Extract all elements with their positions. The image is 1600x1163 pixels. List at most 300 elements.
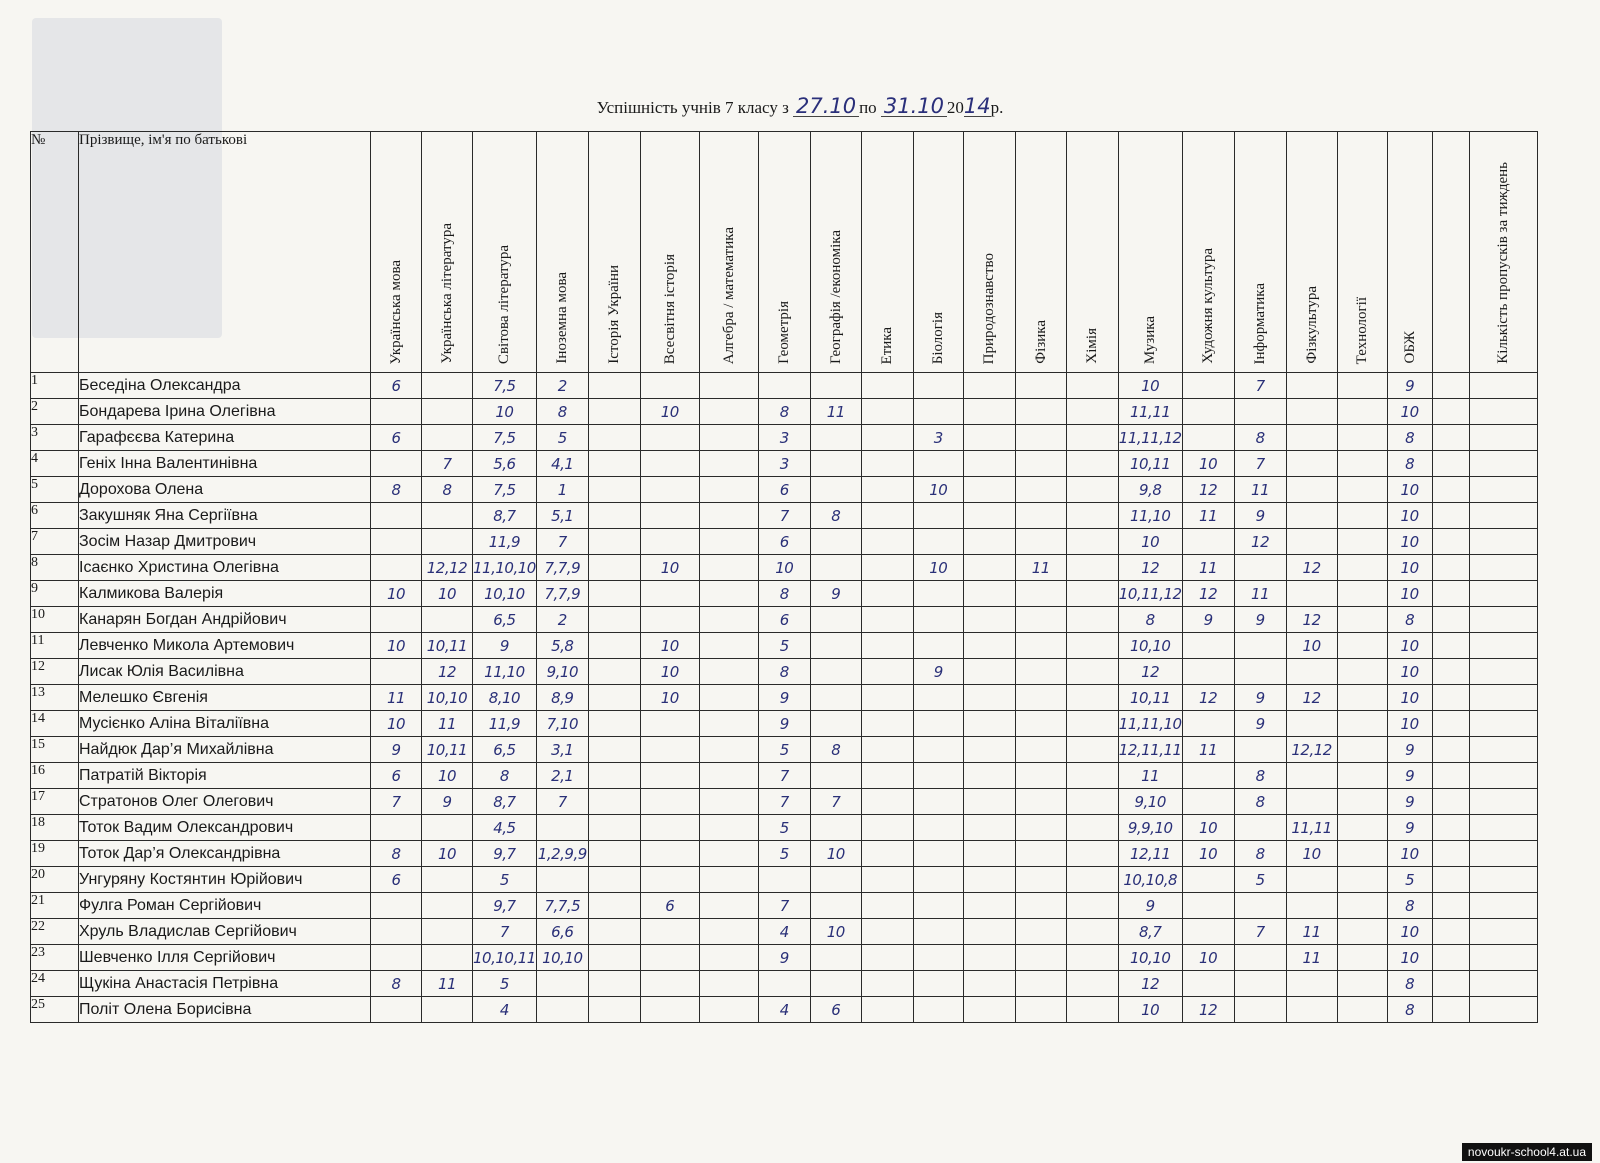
table-row bbox=[31, 503, 1538, 529]
grade-cell bbox=[913, 685, 963, 711]
grade-cell: 10 bbox=[473, 399, 537, 425]
grade-cell bbox=[1015, 919, 1066, 945]
grade-cell bbox=[1182, 893, 1234, 919]
grade-cell bbox=[1432, 763, 1469, 789]
grade-cell: 10 bbox=[371, 581, 422, 607]
grade-cell bbox=[1066, 451, 1118, 477]
grade-cell bbox=[699, 763, 758, 789]
table-row bbox=[31, 945, 1538, 971]
grade-cell bbox=[1286, 503, 1337, 529]
name-header: Прізвище, ім'я по батькові bbox=[79, 132, 371, 373]
grade-cell: 8 bbox=[1387, 997, 1432, 1023]
grade-cell bbox=[640, 477, 699, 503]
grade-cell: 12 bbox=[1234, 529, 1286, 555]
grade-cell: 9,10 bbox=[1118, 789, 1182, 815]
grade-cell bbox=[1469, 945, 1537, 971]
table-row bbox=[31, 867, 1538, 893]
grade-cell bbox=[422, 529, 473, 555]
grade-cell: 12 bbox=[1118, 555, 1182, 581]
grade-cell bbox=[640, 867, 699, 893]
grade-cell bbox=[963, 867, 1015, 893]
grade-cell bbox=[1015, 971, 1066, 997]
table-row bbox=[31, 607, 1538, 633]
grade-cell bbox=[1432, 815, 1469, 841]
grade-cell: 6 bbox=[758, 477, 810, 503]
student-name: Закушняк Яна Сергіївна bbox=[79, 503, 371, 529]
grade-cell bbox=[963, 763, 1015, 789]
grade-cell bbox=[963, 737, 1015, 763]
student-name: Беседіна Олександра bbox=[79, 373, 371, 399]
grade-cell bbox=[1182, 659, 1234, 685]
grade-cell: 10 bbox=[1387, 659, 1432, 685]
subject-label: Етика bbox=[879, 326, 896, 364]
grade-cell bbox=[371, 893, 422, 919]
grade-cell bbox=[963, 711, 1015, 737]
subject-header bbox=[963, 132, 1015, 373]
grade-cell bbox=[1182, 633, 1234, 659]
row-number: 25 bbox=[31, 997, 79, 1023]
grade-cell bbox=[1182, 867, 1234, 893]
grade-cell: 8,9 bbox=[536, 685, 588, 711]
grade-cell bbox=[1066, 659, 1118, 685]
grade-cell bbox=[588, 711, 640, 737]
subject-label: Фізкультура bbox=[1303, 286, 1320, 364]
subject-label: Географія /економіка bbox=[827, 229, 844, 364]
grade-cell bbox=[1337, 737, 1387, 763]
grade-cell: 10,10 bbox=[422, 685, 473, 711]
grade-cell bbox=[1286, 867, 1337, 893]
grade-cell bbox=[1066, 633, 1118, 659]
grade-cell bbox=[913, 373, 963, 399]
grade-cell bbox=[913, 945, 963, 971]
grade-cell bbox=[1432, 503, 1469, 529]
subject-header bbox=[640, 132, 699, 373]
grade-cell: 8 bbox=[810, 503, 861, 529]
grade-cell: 8 bbox=[1387, 971, 1432, 997]
grade-cell bbox=[861, 893, 913, 919]
subject-header bbox=[1118, 132, 1182, 373]
grade-cell: 5 bbox=[758, 841, 810, 867]
grade-cell: 6 bbox=[371, 373, 422, 399]
grade-cell: 7 bbox=[758, 763, 810, 789]
grade-cell bbox=[963, 815, 1015, 841]
grade-cell bbox=[861, 451, 913, 477]
student-name: Канарян Богдан Андрійович bbox=[79, 607, 371, 633]
grade-cell bbox=[1337, 555, 1387, 581]
grade-cell bbox=[963, 399, 1015, 425]
grade-cell: 12 bbox=[422, 659, 473, 685]
grade-cell bbox=[640, 945, 699, 971]
row-number: 1 bbox=[31, 373, 79, 399]
grade-cell: 11 bbox=[1234, 477, 1286, 503]
grade-cell: 4 bbox=[758, 919, 810, 945]
grade-cell bbox=[536, 997, 588, 1023]
grade-cell bbox=[1015, 399, 1066, 425]
row-number: 10 bbox=[31, 607, 79, 633]
grade-cell: 8 bbox=[1234, 789, 1286, 815]
grade-cell bbox=[536, 867, 588, 893]
grade-cell bbox=[861, 373, 913, 399]
grade-cell bbox=[1469, 971, 1537, 997]
grade-cell bbox=[1015, 789, 1066, 815]
grade-cell: 11,9 bbox=[473, 529, 537, 555]
subject-label: Українська література bbox=[439, 223, 455, 364]
grade-cell bbox=[1066, 555, 1118, 581]
grade-cell bbox=[1337, 399, 1387, 425]
grade-cell: 10 bbox=[1387, 841, 1432, 867]
grade-cell bbox=[913, 503, 963, 529]
grade-cell bbox=[861, 503, 913, 529]
grade-cell bbox=[1066, 529, 1118, 555]
grade-cell: 1 bbox=[536, 477, 588, 503]
grade-cell: 10,10 bbox=[1118, 945, 1182, 971]
grade-cell bbox=[1469, 841, 1537, 867]
grade-cell bbox=[640, 737, 699, 763]
student-name: Хруль Владислав Сергійович bbox=[79, 919, 371, 945]
grade-cell bbox=[640, 607, 699, 633]
grade-cell: 9 bbox=[422, 789, 473, 815]
date-to: 31.10 bbox=[881, 96, 947, 117]
grade-cell: 9,9,10 bbox=[1118, 815, 1182, 841]
grade-cell bbox=[1015, 477, 1066, 503]
grade-cell: 11 bbox=[1286, 919, 1337, 945]
grade-cell bbox=[699, 789, 758, 815]
grade-cell: 11 bbox=[1286, 945, 1337, 971]
grade-cell: 10 bbox=[1387, 633, 1432, 659]
grade-cell: 7 bbox=[422, 451, 473, 477]
grade-cell bbox=[1432, 373, 1469, 399]
grade-cell bbox=[1469, 789, 1537, 815]
grade-cell bbox=[810, 867, 861, 893]
grade-cell bbox=[1469, 659, 1537, 685]
grade-cell bbox=[1066, 477, 1118, 503]
grade-cell: 8 bbox=[758, 581, 810, 607]
grade-cell: 8 bbox=[1387, 451, 1432, 477]
grade-cell: 11 bbox=[1182, 737, 1234, 763]
grade-cell: 2 bbox=[536, 607, 588, 633]
grade-cell: 11,11,12 bbox=[1118, 425, 1182, 451]
grade-cell bbox=[963, 945, 1015, 971]
grade-cell bbox=[588, 971, 640, 997]
grade-cell: 7 bbox=[758, 893, 810, 919]
grade-cell: 8 bbox=[810, 737, 861, 763]
grade-cell: 1,2,9,9 bbox=[536, 841, 588, 867]
grade-cell bbox=[588, 633, 640, 659]
grade-cell bbox=[1469, 919, 1537, 945]
grade-cell: 6,6 bbox=[536, 919, 588, 945]
grade-cell: 10 bbox=[913, 555, 963, 581]
grade-cell bbox=[963, 685, 1015, 711]
grade-cell: 7,7,9 bbox=[536, 555, 588, 581]
student-name: Політ Олена Борисівна bbox=[79, 997, 371, 1023]
grade-cell: 12 bbox=[1182, 685, 1234, 711]
grade-cell: 5 bbox=[473, 867, 537, 893]
grade-cell: 8 bbox=[1234, 425, 1286, 451]
row-number: 11 bbox=[31, 633, 79, 659]
grade-cell: 10 bbox=[1387, 399, 1432, 425]
grade-cell: 10 bbox=[1118, 529, 1182, 555]
subject-header bbox=[1066, 132, 1118, 373]
subject-label: ОБЖ bbox=[1401, 331, 1418, 364]
grade-cell: 7,7,9 bbox=[536, 581, 588, 607]
grade-cell bbox=[1337, 581, 1387, 607]
grade-cell bbox=[1469, 607, 1537, 633]
page-title bbox=[0, 96, 1600, 118]
grade-cell: 11 bbox=[422, 711, 473, 737]
grade-cell: 10,11 bbox=[422, 633, 473, 659]
grade-cell: 9 bbox=[1182, 607, 1234, 633]
grade-cell bbox=[1015, 659, 1066, 685]
grade-cell: 9 bbox=[1234, 711, 1286, 737]
grade-cell bbox=[913, 997, 963, 1023]
grade-cell bbox=[640, 815, 699, 841]
grade-cell: 10 bbox=[1286, 841, 1337, 867]
grade-cell: 12 bbox=[1286, 555, 1337, 581]
grade-cell bbox=[1286, 581, 1337, 607]
grade-cell bbox=[810, 633, 861, 659]
grade-cell bbox=[1337, 633, 1387, 659]
grade-cell bbox=[371, 503, 422, 529]
grade-cell: 10,11 bbox=[422, 737, 473, 763]
grade-cell bbox=[1432, 425, 1469, 451]
grade-cell: 9,10 bbox=[536, 659, 588, 685]
grade-cell: 8 bbox=[371, 841, 422, 867]
grade-cell bbox=[1182, 971, 1234, 997]
table-row bbox=[31, 529, 1538, 555]
row-number: 9 bbox=[31, 581, 79, 607]
grade-cell bbox=[963, 451, 1015, 477]
row-number: 23 bbox=[31, 945, 79, 971]
subject-label: Історія України bbox=[606, 265, 623, 364]
grade-cell bbox=[371, 555, 422, 581]
grade-cell: 7 bbox=[1234, 373, 1286, 399]
grade-cell: 12,12 bbox=[422, 555, 473, 581]
grade-cell bbox=[1286, 763, 1337, 789]
grade-cell bbox=[1066, 789, 1118, 815]
grade-cell: 10 bbox=[810, 919, 861, 945]
grade-cell bbox=[422, 815, 473, 841]
grade-cell bbox=[1234, 997, 1286, 1023]
grade-cell bbox=[1066, 919, 1118, 945]
grade-cell: 10,11 bbox=[1118, 685, 1182, 711]
grade-cell: 8 bbox=[1234, 841, 1286, 867]
grade-cell bbox=[588, 529, 640, 555]
grade-cell bbox=[640, 711, 699, 737]
grade-cell: 5 bbox=[758, 815, 810, 841]
grade-cell bbox=[963, 529, 1015, 555]
grade-cell bbox=[861, 815, 913, 841]
grade-cell: 10 bbox=[1182, 945, 1234, 971]
date-from: 27.10 bbox=[793, 96, 859, 117]
subject-label: Інформатика bbox=[1252, 282, 1269, 364]
student-name: Бондарева Ірина Олегівна bbox=[79, 399, 371, 425]
subject-label: Українська мова bbox=[388, 259, 404, 364]
grade-cell bbox=[699, 451, 758, 477]
grade-cell bbox=[588, 763, 640, 789]
grade-cell bbox=[699, 867, 758, 893]
table-row bbox=[31, 971, 1538, 997]
grade-cell bbox=[588, 399, 640, 425]
grade-cell bbox=[699, 373, 758, 399]
grade-cell bbox=[861, 763, 913, 789]
grade-cell: 10 bbox=[810, 841, 861, 867]
grade-cell bbox=[588, 841, 640, 867]
grade-cell bbox=[1234, 737, 1286, 763]
grade-cell: 9 bbox=[1387, 373, 1432, 399]
grade-cell bbox=[1015, 867, 1066, 893]
grade-cell: 4,1 bbox=[536, 451, 588, 477]
grade-cell: 12 bbox=[1118, 659, 1182, 685]
row-number: 24 bbox=[31, 971, 79, 997]
grade-cell: 8,7 bbox=[1118, 919, 1182, 945]
grade-cell bbox=[1066, 997, 1118, 1023]
student-name: Калмикова Валерія bbox=[79, 581, 371, 607]
grade-cell bbox=[861, 919, 913, 945]
grade-cell bbox=[422, 399, 473, 425]
grade-cell bbox=[588, 659, 640, 685]
grade-cell bbox=[1432, 399, 1469, 425]
grade-cell bbox=[588, 425, 640, 451]
subject-header bbox=[588, 132, 640, 373]
grade-cell: 9 bbox=[1118, 893, 1182, 919]
grade-cell: 10,10 bbox=[536, 945, 588, 971]
grade-cell bbox=[810, 555, 861, 581]
grade-cell: 5 bbox=[473, 971, 537, 997]
grade-cell bbox=[810, 425, 861, 451]
grade-cell bbox=[861, 633, 913, 659]
grade-cell bbox=[913, 893, 963, 919]
grade-cell bbox=[1015, 685, 1066, 711]
subject-label: Всесвітня історія bbox=[661, 253, 678, 364]
table-row bbox=[31, 919, 1538, 945]
grade-cell bbox=[1337, 373, 1387, 399]
row-number: 2 bbox=[31, 399, 79, 425]
grade-cell bbox=[1337, 997, 1387, 1023]
student-name: Гарафєєва Катерина bbox=[79, 425, 371, 451]
row-number: 12 bbox=[31, 659, 79, 685]
grade-cell: 9 bbox=[1387, 763, 1432, 789]
grade-cell: 9 bbox=[1234, 607, 1286, 633]
subject-header bbox=[1387, 132, 1432, 373]
grade-cell bbox=[1432, 477, 1469, 503]
subject-label: Хімія bbox=[1084, 328, 1101, 364]
grade-cell: 7 bbox=[758, 789, 810, 815]
grade-cell bbox=[913, 581, 963, 607]
subject-label: Біологія bbox=[930, 311, 947, 364]
grade-cell bbox=[810, 711, 861, 737]
subject-header bbox=[1234, 132, 1286, 373]
subject-header bbox=[422, 132, 473, 373]
grade-cell bbox=[963, 919, 1015, 945]
grade-cell: 7 bbox=[473, 919, 537, 945]
grade-cell bbox=[1066, 685, 1118, 711]
grade-cell: 6 bbox=[758, 607, 810, 633]
grade-cell bbox=[640, 763, 699, 789]
grade-cell: 10,10 bbox=[473, 581, 537, 607]
grade-cell bbox=[1286, 399, 1337, 425]
grade-cell bbox=[963, 841, 1015, 867]
grade-cell bbox=[1182, 529, 1234, 555]
grade-cell bbox=[1234, 659, 1286, 685]
row-number: 16 bbox=[31, 763, 79, 789]
subject-header bbox=[1286, 132, 1337, 373]
grade-cell bbox=[913, 711, 963, 737]
grade-cell bbox=[1066, 815, 1118, 841]
grade-cell: 3,1 bbox=[536, 737, 588, 763]
grade-cell bbox=[1015, 503, 1066, 529]
grade-cell: 10 bbox=[1387, 477, 1432, 503]
grade-cell bbox=[536, 815, 588, 841]
grade-cell bbox=[588, 373, 640, 399]
grade-cell bbox=[1015, 633, 1066, 659]
grade-cell: 5,6 bbox=[473, 451, 537, 477]
grade-cell bbox=[1337, 685, 1387, 711]
grade-cell: 4,5 bbox=[473, 815, 537, 841]
row-number: 20 bbox=[31, 867, 79, 893]
row-number: 3 bbox=[31, 425, 79, 451]
grade-cell bbox=[699, 503, 758, 529]
row-number: 21 bbox=[31, 893, 79, 919]
grade-cell bbox=[913, 867, 963, 893]
grade-cell bbox=[1337, 971, 1387, 997]
grade-cell: 7,5 bbox=[473, 425, 537, 451]
grade-cell bbox=[371, 451, 422, 477]
grade-cell: 3 bbox=[758, 425, 810, 451]
grade-cell bbox=[963, 607, 1015, 633]
grade-cell: 10 bbox=[371, 633, 422, 659]
table-row bbox=[31, 789, 1538, 815]
grade-cell bbox=[1234, 945, 1286, 971]
grade-cell bbox=[861, 737, 913, 763]
grade-cell bbox=[1432, 529, 1469, 555]
grade-cell: 12 bbox=[1182, 581, 1234, 607]
grade-cell bbox=[1432, 789, 1469, 815]
grade-cell bbox=[1015, 607, 1066, 633]
grade-cell bbox=[810, 763, 861, 789]
grade-cell bbox=[1182, 425, 1234, 451]
grade-cell bbox=[699, 607, 758, 633]
grade-cell bbox=[1469, 451, 1537, 477]
grade-cell: 9,7 bbox=[473, 893, 537, 919]
grade-cell: 8 bbox=[422, 477, 473, 503]
grade-cell bbox=[1337, 789, 1387, 815]
table-row bbox=[31, 633, 1538, 659]
grade-cell: 6 bbox=[371, 867, 422, 893]
grade-cell bbox=[913, 971, 963, 997]
student-name: Мусієнко Аліна Віталіївна bbox=[79, 711, 371, 737]
grade-cell bbox=[588, 997, 640, 1023]
grade-cell: 7 bbox=[1234, 451, 1286, 477]
grade-cell: 11,10 bbox=[1118, 503, 1182, 529]
grade-cell bbox=[913, 737, 963, 763]
grade-cell: 9,8 bbox=[1118, 477, 1182, 503]
grade-cell: 9 bbox=[1234, 685, 1286, 711]
grade-cell bbox=[1337, 529, 1387, 555]
grade-cell bbox=[1432, 685, 1469, 711]
grade-cell bbox=[588, 867, 640, 893]
grade-cell bbox=[1066, 763, 1118, 789]
grade-cell bbox=[1469, 425, 1537, 451]
grade-cell: 8 bbox=[536, 399, 588, 425]
grade-cell: 5 bbox=[758, 737, 810, 763]
title-ending: р. bbox=[990, 98, 1004, 117]
grade-cell bbox=[1286, 893, 1337, 919]
grade-cell bbox=[1337, 815, 1387, 841]
row-number: 7 bbox=[31, 529, 79, 555]
table-row bbox=[31, 815, 1538, 841]
table-row bbox=[31, 711, 1538, 737]
grade-cell bbox=[810, 659, 861, 685]
